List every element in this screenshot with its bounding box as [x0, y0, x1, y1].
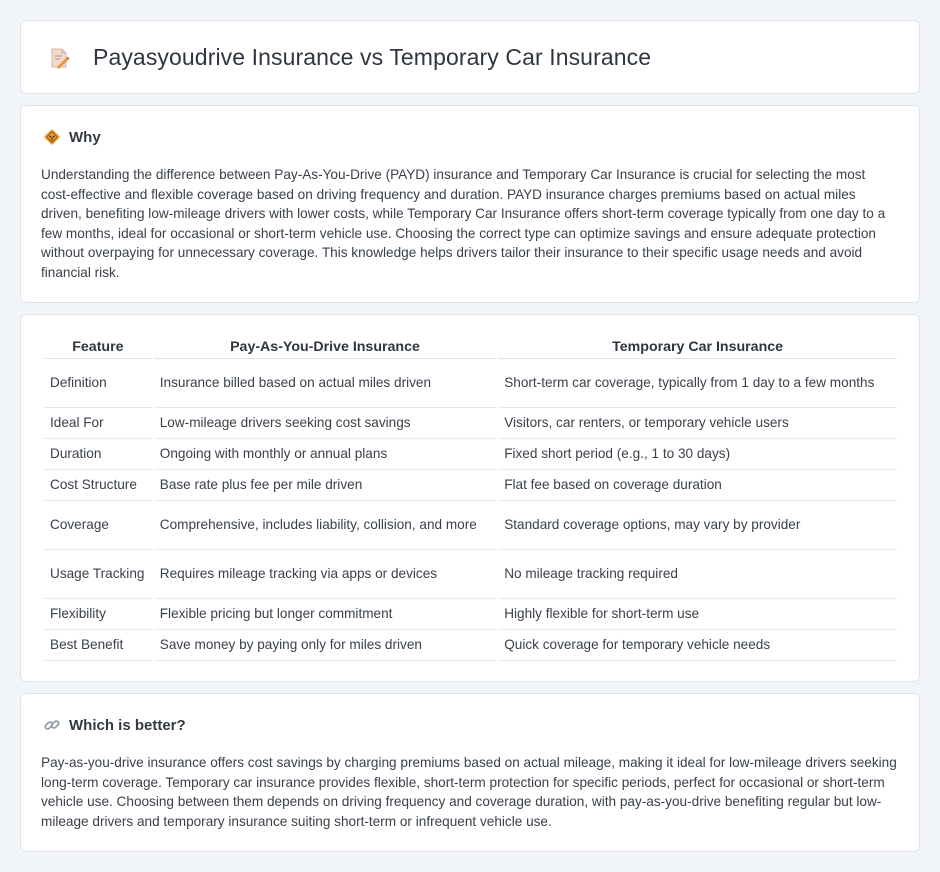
why-body: Understanding the difference between Pay-As-You-Drive (PAYD) insurance and Temporary Car Insurance is crucial for selecting the most cost-effective and flexible coverage based on driving frequency and duration. PAYD insurance charges premiums based on actual miles driven, benefiting low-mileage drivers with lower costs, while Temporary Car Insurance offers short-term coverage typically from one day to a few months, ideal for occasional or short-term vehicle use. Choosing the correct type can optimize savings and ensure adequate protection without overpaying for unnecessary coverage. This knowledge helps drivers tailor their insurance to their specific usage needs and avoid financial risk.	[41, 167, 886, 280]
header-temporary: Temporary Car Insurance	[498, 332, 897, 359]
page-title: Payasyoudrive Insurance vs Temporary Car Insurance	[93, 44, 652, 70]
table-header-row	[44, 332, 897, 359]
payd-cell: Insurance billed based on actual miles driven	[154, 359, 496, 408]
table-row	[44, 359, 897, 408]
temporary-cell: Fixed short period (e.g., 1 to 30 days)	[498, 439, 897, 470]
table-row	[44, 599, 897, 630]
table-row	[44, 408, 897, 439]
payd-cell: Base rate plus fee per mile driven	[154, 470, 496, 501]
title-row	[47, 44, 651, 71]
payd-cell: Flexible pricing but longer commitment	[154, 599, 496, 630]
payd-cell: Low-mileage drivers seeking cost savings	[154, 408, 496, 439]
table-row	[44, 470, 897, 501]
feature-cell: Duration	[44, 439, 152, 470]
table-row	[44, 439, 897, 470]
feature-cell: Definition	[44, 359, 152, 408]
document-pencil-icon	[47, 46, 71, 70]
why-heading	[43, 128, 101, 146]
comparison-table	[42, 332, 899, 661]
temporary-cell: No mileage tracking required	[498, 550, 897, 599]
feature-cell: Best Benefit	[44, 630, 152, 661]
header-payd: Pay-As-You-Drive Insurance	[154, 332, 496, 359]
payd-cell: Comprehensive, includes liability, collision, and more	[154, 501, 496, 550]
feature-cell: Ideal For	[44, 408, 152, 439]
table-row	[44, 550, 897, 599]
feature-cell: Flexibility	[44, 599, 152, 630]
table-row	[44, 501, 897, 550]
temporary-cell: Short-term car coverage, typically from 1 day to a few months	[498, 359, 897, 408]
which-is-better-section	[20, 693, 920, 852]
header-feature: Feature	[44, 332, 152, 359]
why-section	[20, 105, 920, 303]
temporary-cell: Highly flexible for short-term use	[498, 599, 897, 630]
header-card	[20, 20, 920, 94]
temporary-cell: Standard coverage options, may vary by provider	[498, 501, 897, 550]
feature-cell: Usage Tracking	[44, 550, 152, 599]
link-icon	[43, 716, 61, 734]
temporary-cell: Visitors, car renters, or temporary vehicle users	[498, 408, 897, 439]
payd-cell: Requires mileage tracking via apps or devices	[154, 550, 496, 599]
better-body: Pay-as-you-drive insurance offers cost savings by charging premiums based on actual mileage, making it ideal for low-mileage drivers seeking long-term coverage. Temporary car insurance provides flexible, short-term protection for specific periods, perfect for occasional or short-term vehicle use. Choosing between them depends on driving frequency and coverage duration, with pay-as-you-drive benefiting regular but low-mileage drivers and temporary insurance suiting short-term or infrequent vehicle use.	[41, 755, 897, 829]
comparison-section	[20, 314, 920, 682]
better-title: Which is better?	[69, 716, 186, 734]
why-title: Why	[69, 128, 101, 146]
temporary-cell: Quick coverage for temporary vehicle needs	[498, 630, 897, 661]
diamond-sign-icon	[43, 128, 61, 146]
payd-cell: Ongoing with monthly or annual plans	[154, 439, 496, 470]
payd-cell: Save money by paying only for miles driven	[154, 630, 496, 661]
table-row	[44, 630, 897, 661]
temporary-cell: Flat fee based on coverage duration	[498, 470, 897, 501]
better-heading	[43, 716, 186, 734]
feature-cell: Cost Structure	[44, 470, 152, 501]
feature-cell: Coverage	[44, 501, 152, 550]
